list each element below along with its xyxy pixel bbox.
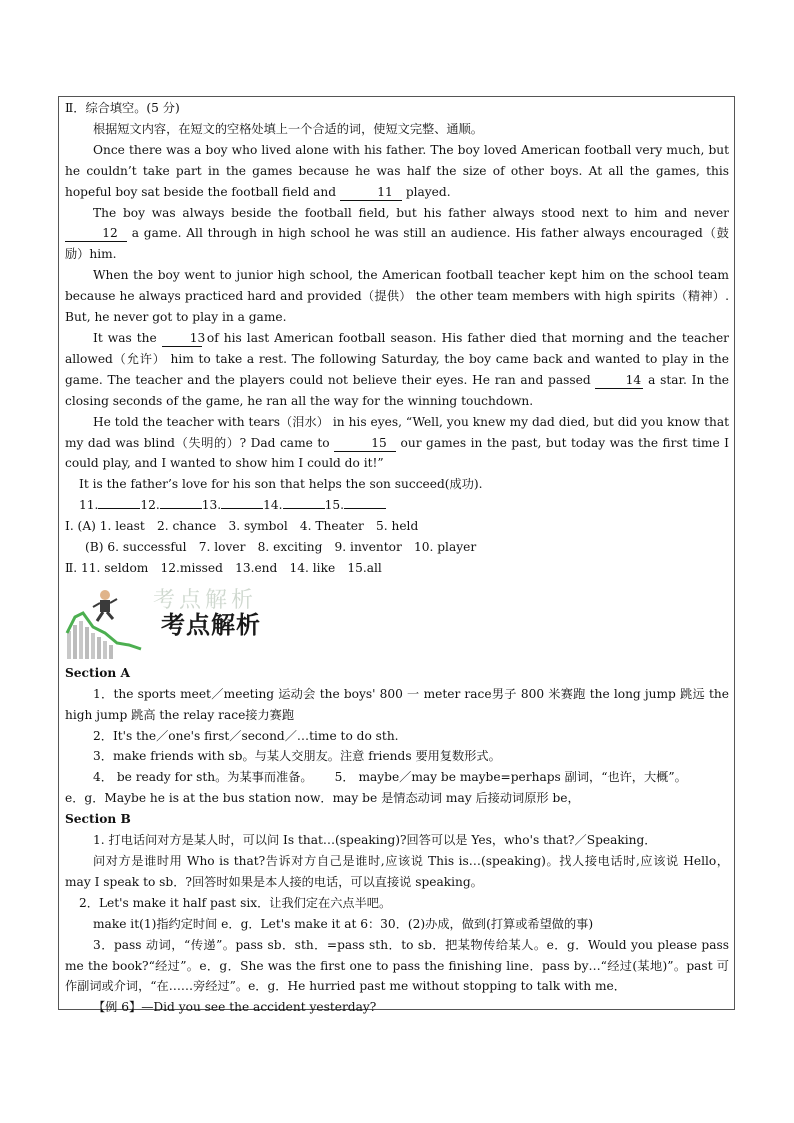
part2-heading: Ⅱ．综合填空。(5 分) <box>65 101 180 115</box>
passage-paragraph-4: It was the 13 of his last American football season. His father died that morning and the teacher allowed（允许） him to take a rest. The following Saturday, the boy came back and wanted to play in the game. The teacher and the players could not believe their eyes. He ran and passed 14 a star. In the closing seconds of the game, he ran all the way for the winning touchdown. <box>65 330 730 408</box>
passage-paragraph-6: It is the father’s love for his son that helps the son succeed(成功). <box>79 477 483 492</box>
blank-13: 13 <box>162 330 202 347</box>
blank-14: 14 <box>595 372 643 389</box>
answers-row-2: (B) 6. successful 7. lover 8. exciting 9. inventor 10. player <box>85 540 477 555</box>
blank-15: 15 <box>334 435 396 452</box>
section-a-item-3: 3．make friends with sb。与某人交朋友。注意 friends 要用复数形式。 <box>93 749 501 764</box>
blank-11: 11 <box>340 184 402 201</box>
passage-paragraph-3: When the boy went to junior high school, the American football teacher kept him on the school team because he always practiced hard and provided（提供） the other team members with high spirits（精神）. But, he never got to play in a game. <box>65 268 729 325</box>
kaodian-banner <box>65 587 729 663</box>
section-a-example: e．g．Maybe he is at the bus station now．may be 是情态动词 may 后接动词原形 be， <box>65 791 580 806</box>
section-b-item-1: 1. 打电话问对方是某人时，可以问 Is that…(speaking)?回答可以是 Yes，who's that?／Speaking． <box>93 833 657 848</box>
section-b-title: Section B <box>65 812 131 827</box>
answers-row-3: Ⅱ. 11. seldom 12.missed 13.end 14. like 15.all <box>65 560 382 575</box>
section-b-example-6: 【例 6】—Did you see the accident yesterday? <box>93 1000 377 1015</box>
section-a-title: Section A <box>65 665 130 680</box>
answer-blanks-line: 11. 12. 13. 14. 15. <box>65 495 729 516</box>
section-b-item-3: 3．pass 动词，“传递”。pass sb．sth．=pass sth．to sb．把某物传给某人。e．g．Would you please pass me the book?“经过”。e．g．She was the first one to pass the finishing line．pass by…“经过(某地)”。past 可作副词或介词，“在……旁经过”。e．g．He hurried past me without stopping to talk with me． <box>65 937 729 994</box>
answers-row-1: Ⅰ. (A) 1. least 2. chance 3. symbol 4. Theater 5. held <box>65 519 419 534</box>
banner-title: 考点解析 <box>161 610 261 639</box>
blank-12: 12 <box>65 225 127 242</box>
section-a-item-2: 2．It's the／one's first／second／…time to do sth. <box>93 728 399 743</box>
section-b-item-1-cont: 问对方是谁时用 Who is that?告诉对方自己是谁时,应该说 This is…(speaking)。找人接电话时,应该说 Hello，may I speak to sb．?回答时如果是本人接的电话，可以直接说 speaking。 <box>65 854 729 889</box>
banner-ghost-text: 考点解析 <box>153 587 258 613</box>
document-content <box>65 98 729 1018</box>
part2-instruction: 根据短文内容，在短文的空格处填上一个合适的词，使短文完整、通顺。 <box>93 121 483 136</box>
passage-paragraph-2: The boy was always beside the football field, but his father always stood next to him and never 12 a game. All through in high school he was still an audience. His father always encouraged（鼓励）him. <box>65 205 729 262</box>
section-b-item-2-cont: make it(1)指约定时间 e．g．Let's make it at 6：30．(2)办成，做到(打算或希望做的事) <box>93 916 594 931</box>
section-a-item-1: 1．the sports meet／meeting 运动会 the boys' 800 一 meter race男子 800 米赛跑 the long jump 跳远 the high jump 跳高 the relay race接力赛跑 <box>65 686 729 722</box>
section-b-item-2: 2．Let's make it half past six．让我们定在六点半吧。 <box>79 895 392 910</box>
section-a-item-4-5: 4． be ready for sth。为某事而准备。 5． maybe／may be maybe=perhaps 副词，“也许，大概”。 <box>93 770 687 785</box>
passage-paragraph-1: Once there was a boy who lived alone with his father. The boy loved American football very much, but he couldn’t take part in the games because he was half the size of other boys. At all the games, this hopeful boy sat beside the football field and 11 played. <box>65 142 729 199</box>
passage-paragraph-5: He told the teacher with tears（泪水） in his eyes, “Well, you knew my dad died, but did you know that my dad was blind（失明的）? Dad came to 15 our games in the past, but today was the first time I could play, and I wanted to show him I could do it!” <box>65 414 729 471</box>
